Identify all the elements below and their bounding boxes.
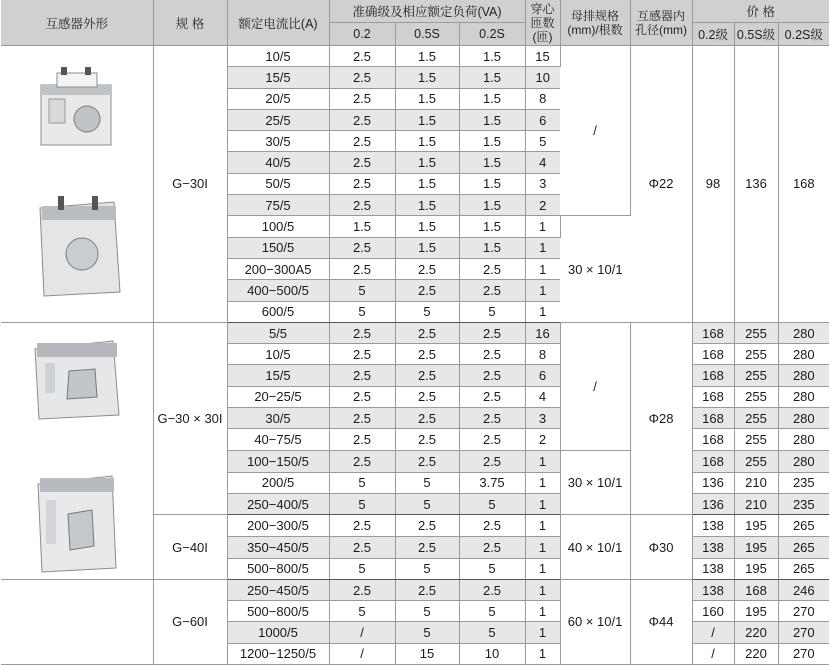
current-transformer-photo-4 bbox=[32, 466, 122, 579]
hole-header: 互感器内 孔径(mm) bbox=[630, 0, 692, 46]
acc-02s-header: 0.2S bbox=[459, 23, 525, 46]
appearance-header: 互感器外形 bbox=[1, 0, 153, 46]
price-05s-cell: 195 bbox=[734, 537, 778, 558]
acc-02s-cell: 5 bbox=[459, 558, 525, 579]
price-02s-cell: 235 bbox=[778, 493, 829, 514]
price-02s-cell: 265 bbox=[778, 537, 829, 558]
hole-g60: Φ44 bbox=[630, 579, 692, 664]
acc-02-cell: 5 bbox=[329, 472, 395, 493]
acc-02-cell: 2.5 bbox=[329, 537, 395, 558]
price-05s-cell: 195 bbox=[734, 515, 778, 537]
acc-05s-cell: 5 bbox=[395, 493, 459, 514]
ratio-cell: 200/5 bbox=[227, 472, 329, 493]
price-02-cell: 168 bbox=[692, 386, 734, 407]
acc-02s-cell: 2.5 bbox=[459, 280, 525, 301]
spec-g40: G−40I bbox=[153, 515, 227, 580]
acc-05s-cell: 2.5 bbox=[395, 365, 459, 386]
ratio-cell: 500−800/5 bbox=[227, 558, 329, 579]
ratio-cell: 200−300A5 bbox=[227, 258, 329, 279]
turns-cell: 4 bbox=[525, 386, 560, 407]
ratio-cell: 500−800/5 bbox=[227, 601, 329, 622]
busbar-g30-b: 30 × 10/1 bbox=[560, 216, 630, 322]
price-05s-cell: 210 bbox=[734, 493, 778, 514]
turns-cell: 10 bbox=[525, 67, 560, 88]
price-05s-cell: 255 bbox=[734, 386, 778, 407]
acc-05s-cell: 5 bbox=[395, 622, 459, 643]
price-05s-g30: 136 bbox=[734, 46, 778, 323]
ratio-cell: 200−300/5 bbox=[227, 515, 329, 537]
acc-02-cell: 2.5 bbox=[329, 365, 395, 386]
acc-02-cell: 2.5 bbox=[329, 258, 395, 279]
acc-02-cell: 2.5 bbox=[329, 195, 395, 216]
acc-02s-cell: 1.5 bbox=[459, 131, 525, 152]
price-02-cell: / bbox=[692, 643, 734, 664]
spec-header: 规 格 bbox=[153, 0, 227, 46]
turns-cell: 1 bbox=[525, 601, 560, 622]
acc-05s-cell: 2.5 bbox=[395, 515, 459, 537]
ratio-cell: 40−75/5 bbox=[227, 429, 329, 450]
turns-cell: 1 bbox=[525, 493, 560, 514]
ratio-cell: 40/5 bbox=[227, 152, 329, 173]
acc-02s-cell: 2.5 bbox=[459, 365, 525, 386]
acc-02s-cell: 1.5 bbox=[459, 88, 525, 109]
turns-cell: 1 bbox=[525, 643, 560, 664]
acc-02-cell: 2.5 bbox=[329, 88, 395, 109]
acc-02s-cell: 2.5 bbox=[459, 344, 525, 365]
acc-05s-cell: 2.5 bbox=[395, 537, 459, 558]
acc-02-cell: 2.5 bbox=[329, 67, 395, 88]
acc-02s-cell: 5 bbox=[459, 301, 525, 322]
price-05s-cell: 255 bbox=[734, 365, 778, 386]
price-05s-cell: 195 bbox=[734, 558, 778, 579]
acc-02-cell: / bbox=[329, 643, 395, 664]
turns-cell: 6 bbox=[525, 365, 560, 386]
turns-cell: 16 bbox=[525, 322, 560, 343]
acc-02-cell: 2.5 bbox=[329, 109, 395, 130]
acc-02s-cell: 1.5 bbox=[459, 46, 525, 67]
accuracy-group-header: 准确级及相应额定负荷(VA) bbox=[329, 0, 525, 23]
acc-05s-cell: 1.5 bbox=[395, 152, 459, 173]
table-row bbox=[1, 322, 829, 343]
turns-cell: 8 bbox=[525, 344, 560, 365]
acc-05s-cell: 5 bbox=[395, 558, 459, 579]
price-05s-cell: 255 bbox=[734, 322, 778, 343]
ratio-cell: 1200−1250/5 bbox=[227, 643, 329, 664]
ratio-header: 额定电流比(A) bbox=[227, 0, 329, 46]
busbar-g30-a: / bbox=[560, 46, 630, 216]
price-02s-g30: 168 bbox=[778, 46, 829, 323]
price-02-cell: / bbox=[692, 622, 734, 643]
price-05s-cell: 255 bbox=[734, 408, 778, 429]
price-02s-cell: 270 bbox=[778, 601, 829, 622]
ratio-cell: 5/5 bbox=[227, 322, 329, 343]
price-05s-cell: 168 bbox=[734, 579, 778, 600]
price-02-cell: 168 bbox=[692, 408, 734, 429]
acc-02-cell: 2.5 bbox=[329, 152, 395, 173]
price-02-header: 0.2级 bbox=[692, 23, 734, 46]
price-02-cell: 138 bbox=[692, 579, 734, 600]
turns-cell: 1 bbox=[525, 301, 560, 322]
acc-02s-cell: 1.5 bbox=[459, 195, 525, 216]
turns-cell: 1 bbox=[525, 216, 560, 237]
acc-02-cell: 2.5 bbox=[329, 515, 395, 537]
acc-05s-cell: 1.5 bbox=[395, 131, 459, 152]
ratio-cell: 25/5 bbox=[227, 109, 329, 130]
acc-02-cell: 2.5 bbox=[329, 450, 395, 472]
price-02-cell: 136 bbox=[692, 472, 734, 493]
acc-02s-cell: 2.5 bbox=[459, 537, 525, 558]
acc-02s-cell: 5 bbox=[459, 493, 525, 514]
acc-05s-cell: 1.5 bbox=[395, 88, 459, 109]
ratio-cell: 150/5 bbox=[227, 237, 329, 258]
hole-g30x30: Φ28 bbox=[630, 322, 692, 514]
acc-02-cell: 2.5 bbox=[329, 322, 395, 343]
price-02-cell: 168 bbox=[692, 322, 734, 343]
ratio-cell: 10/5 bbox=[227, 46, 329, 67]
acc-02s-cell: 3.75 bbox=[459, 472, 525, 493]
acc-02s-cell: 2.5 bbox=[459, 386, 525, 407]
turns-cell: 3 bbox=[525, 173, 560, 194]
hole-g40: Φ30 bbox=[630, 515, 692, 580]
ratio-cell: 20−25/5 bbox=[227, 386, 329, 407]
acc-05s-cell: 1.5 bbox=[395, 67, 459, 88]
turns-cell: 1 bbox=[525, 558, 560, 579]
acc-02s-cell: 2.5 bbox=[459, 515, 525, 537]
acc-05s-cell: 2.5 bbox=[395, 408, 459, 429]
price-02s-cell: 280 bbox=[778, 365, 829, 386]
acc-02-cell: 2.5 bbox=[329, 386, 395, 407]
turns-cell: 1 bbox=[525, 537, 560, 558]
acc-05s-cell: 2.5 bbox=[395, 579, 459, 600]
price-02s-cell: 270 bbox=[778, 643, 829, 664]
price-05s-cell: 255 bbox=[734, 450, 778, 472]
acc-02-cell: 2.5 bbox=[329, 429, 395, 450]
acc-02s-cell: 1.5 bbox=[459, 216, 525, 237]
ratio-cell: 10/5 bbox=[227, 344, 329, 365]
price-02s-cell: 270 bbox=[778, 622, 829, 643]
price-02-cell: 160 bbox=[692, 601, 734, 622]
turns-cell: 6 bbox=[525, 109, 560, 130]
g60-photo-area bbox=[1, 579, 153, 664]
acc-05s-cell: 5 bbox=[395, 472, 459, 493]
current-transformer-photo-1 bbox=[27, 63, 127, 152]
ratio-cell: 20/5 bbox=[227, 88, 329, 109]
ratio-cell: 100−150/5 bbox=[227, 450, 329, 472]
acc-02s-cell: 2.5 bbox=[459, 322, 525, 343]
price-05s-cell: 255 bbox=[734, 429, 778, 450]
turns-cell: 1 bbox=[525, 515, 560, 537]
acc-05s-cell: 1.5 bbox=[395, 109, 459, 130]
ratio-cell: 30/5 bbox=[227, 131, 329, 152]
ratio-cell: 350−450/5 bbox=[227, 537, 329, 558]
acc-05s-cell: 2.5 bbox=[395, 386, 459, 407]
acc-02s-cell: 1.5 bbox=[459, 109, 525, 130]
hole-g30: Φ22 bbox=[630, 46, 692, 323]
price-02s-cell: 265 bbox=[778, 558, 829, 579]
acc-05s-cell: 1.5 bbox=[395, 237, 459, 258]
acc-05s-cell: 1.5 bbox=[395, 216, 459, 237]
acc-02-cell: 2.5 bbox=[329, 237, 395, 258]
ratio-cell: 75/5 bbox=[227, 195, 329, 216]
acc-02-cell: / bbox=[329, 622, 395, 643]
price-02s-cell: 235 bbox=[778, 472, 829, 493]
acc-02-cell: 2.5 bbox=[329, 173, 395, 194]
current-transformer-photo-2 bbox=[22, 192, 132, 305]
price-02s-cell: 280 bbox=[778, 322, 829, 343]
price-02-cell: 168 bbox=[692, 344, 734, 365]
price-05s-header: 0.5S级 bbox=[734, 23, 778, 46]
acc-02s-cell: 1.5 bbox=[459, 173, 525, 194]
table-row bbox=[1, 579, 829, 600]
busbar-g30x30-a: / bbox=[560, 322, 630, 450]
acc-05s-cell: 2.5 bbox=[395, 429, 459, 450]
turns-cell: 2 bbox=[525, 429, 560, 450]
spec-g60: G−60I bbox=[153, 579, 227, 664]
turns-cell: 5 bbox=[525, 131, 560, 152]
price-02-cell: 138 bbox=[692, 515, 734, 537]
turns-cell: 1 bbox=[525, 622, 560, 643]
price-02-cell: 138 bbox=[692, 558, 734, 579]
acc-02-cell: 2.5 bbox=[329, 408, 395, 429]
price-02-cell: 168 bbox=[692, 450, 734, 472]
acc-05s-cell: 2.5 bbox=[395, 280, 459, 301]
turns-cell: 1 bbox=[525, 280, 560, 301]
price-05s-cell: 255 bbox=[734, 344, 778, 365]
busbar-header: 母排规格 (mm)/根数 bbox=[560, 0, 630, 46]
price-02s-cell: 280 bbox=[778, 386, 829, 407]
acc-02-cell: 5 bbox=[329, 280, 395, 301]
price-spec-table bbox=[1, 0, 829, 665]
ratio-cell: 15/5 bbox=[227, 365, 329, 386]
price-group-header: 价 格 bbox=[692, 0, 829, 23]
acc-05s-cell: 2.5 bbox=[395, 344, 459, 365]
acc-05s-cell: 2.5 bbox=[395, 258, 459, 279]
price-02s-cell: 246 bbox=[778, 579, 829, 600]
ratio-cell: 1000/5 bbox=[227, 622, 329, 643]
ratio-cell: 15/5 bbox=[227, 67, 329, 88]
turns-cell: 1 bbox=[525, 450, 560, 472]
price-05s-cell: 210 bbox=[734, 472, 778, 493]
busbar-g40: 40 × 10/1 bbox=[560, 515, 630, 580]
acc-02-cell: 5 bbox=[329, 558, 395, 579]
turns-cell: 1 bbox=[525, 579, 560, 600]
acc-02s-cell: 1.5 bbox=[459, 152, 525, 173]
acc-02s-cell: 2.5 bbox=[459, 258, 525, 279]
acc-02-cell: 5 bbox=[329, 493, 395, 514]
price-02s-cell: 280 bbox=[778, 429, 829, 450]
g30x30-photos bbox=[1, 322, 153, 579]
turns-cell: 1 bbox=[525, 237, 560, 258]
acc-02s-cell: 1.5 bbox=[459, 237, 525, 258]
acc-05s-cell: 1.5 bbox=[395, 173, 459, 194]
turns-cell: 3 bbox=[525, 408, 560, 429]
current-transformer-photo-3 bbox=[27, 323, 127, 426]
turns-cell: 15 bbox=[525, 46, 560, 67]
price-02-cell: 168 bbox=[692, 365, 734, 386]
acc-02s-cell: 2.5 bbox=[459, 450, 525, 472]
acc-02-cell: 2.5 bbox=[329, 344, 395, 365]
acc-05s-cell: 2.5 bbox=[395, 322, 459, 343]
ratio-cell: 100/5 bbox=[227, 216, 329, 237]
acc-02s-cell: 2.5 bbox=[459, 429, 525, 450]
acc-02s-cell: 1.5 bbox=[459, 67, 525, 88]
ratio-cell: 30/5 bbox=[227, 408, 329, 429]
acc-05s-cell: 2.5 bbox=[395, 450, 459, 472]
price-02s-cell: 280 bbox=[778, 450, 829, 472]
price-02s-cell: 265 bbox=[778, 515, 829, 537]
turns-header: 穿心 匝数 (匝) bbox=[525, 0, 560, 46]
g30-photos bbox=[1, 46, 153, 323]
price-02s-cell: 280 bbox=[778, 408, 829, 429]
price-02-cell: 138 bbox=[692, 537, 734, 558]
turns-cell: 1 bbox=[525, 472, 560, 493]
price-05s-cell: 220 bbox=[734, 643, 778, 664]
acc-05s-cell: 5 bbox=[395, 301, 459, 322]
ratio-cell: 600/5 bbox=[227, 301, 329, 322]
price-02-g30: 98 bbox=[692, 46, 734, 323]
acc-05s-cell: 1.5 bbox=[395, 46, 459, 67]
ratio-cell: 50/5 bbox=[227, 173, 329, 194]
turns-cell: 8 bbox=[525, 88, 560, 109]
acc-02s-cell: 5 bbox=[459, 601, 525, 622]
turns-cell: 1 bbox=[525, 258, 560, 279]
acc-02-cell: 5 bbox=[329, 601, 395, 622]
spec-g30: G−30I bbox=[153, 46, 227, 323]
acc-05s-header: 0.5S bbox=[395, 23, 459, 46]
acc-02-cell: 5 bbox=[329, 301, 395, 322]
price-02-cell: 136 bbox=[692, 493, 734, 514]
acc-02s-cell: 2.5 bbox=[459, 408, 525, 429]
spec-g30x30: G−30 × 30I bbox=[153, 322, 227, 514]
ratio-cell: 250−450/5 bbox=[227, 579, 329, 600]
ratio-cell: 250−400/5 bbox=[227, 493, 329, 514]
acc-02-cell: 2.5 bbox=[329, 46, 395, 67]
acc-02s-cell: 5 bbox=[459, 622, 525, 643]
price-02s-cell: 280 bbox=[778, 344, 829, 365]
acc-02-cell: 2.5 bbox=[329, 131, 395, 152]
price-02-cell: 168 bbox=[692, 429, 734, 450]
acc-05s-cell: 1.5 bbox=[395, 195, 459, 216]
turns-cell: 4 bbox=[525, 152, 560, 173]
ratio-cell: 400−500/5 bbox=[227, 280, 329, 301]
acc-05s-cell: 5 bbox=[395, 601, 459, 622]
price-05s-cell: 220 bbox=[734, 622, 778, 643]
busbar-g30x30-b: 30 × 10/1 bbox=[560, 450, 630, 515]
acc-02-cell: 1.5 bbox=[329, 216, 395, 237]
table-row bbox=[1, 46, 829, 67]
acc-02s-cell: 2.5 bbox=[459, 579, 525, 600]
acc-02-header: 0.2 bbox=[329, 23, 395, 46]
price-05s-cell: 195 bbox=[734, 601, 778, 622]
acc-05s-cell: 15 bbox=[395, 643, 459, 664]
turns-cell: 2 bbox=[525, 195, 560, 216]
acc-02-cell: 2.5 bbox=[329, 579, 395, 600]
acc-02s-cell: 10 bbox=[459, 643, 525, 664]
busbar-g60: 60 × 10/1 bbox=[560, 579, 630, 664]
price-02s-header: 0.2S级 bbox=[778, 23, 829, 46]
